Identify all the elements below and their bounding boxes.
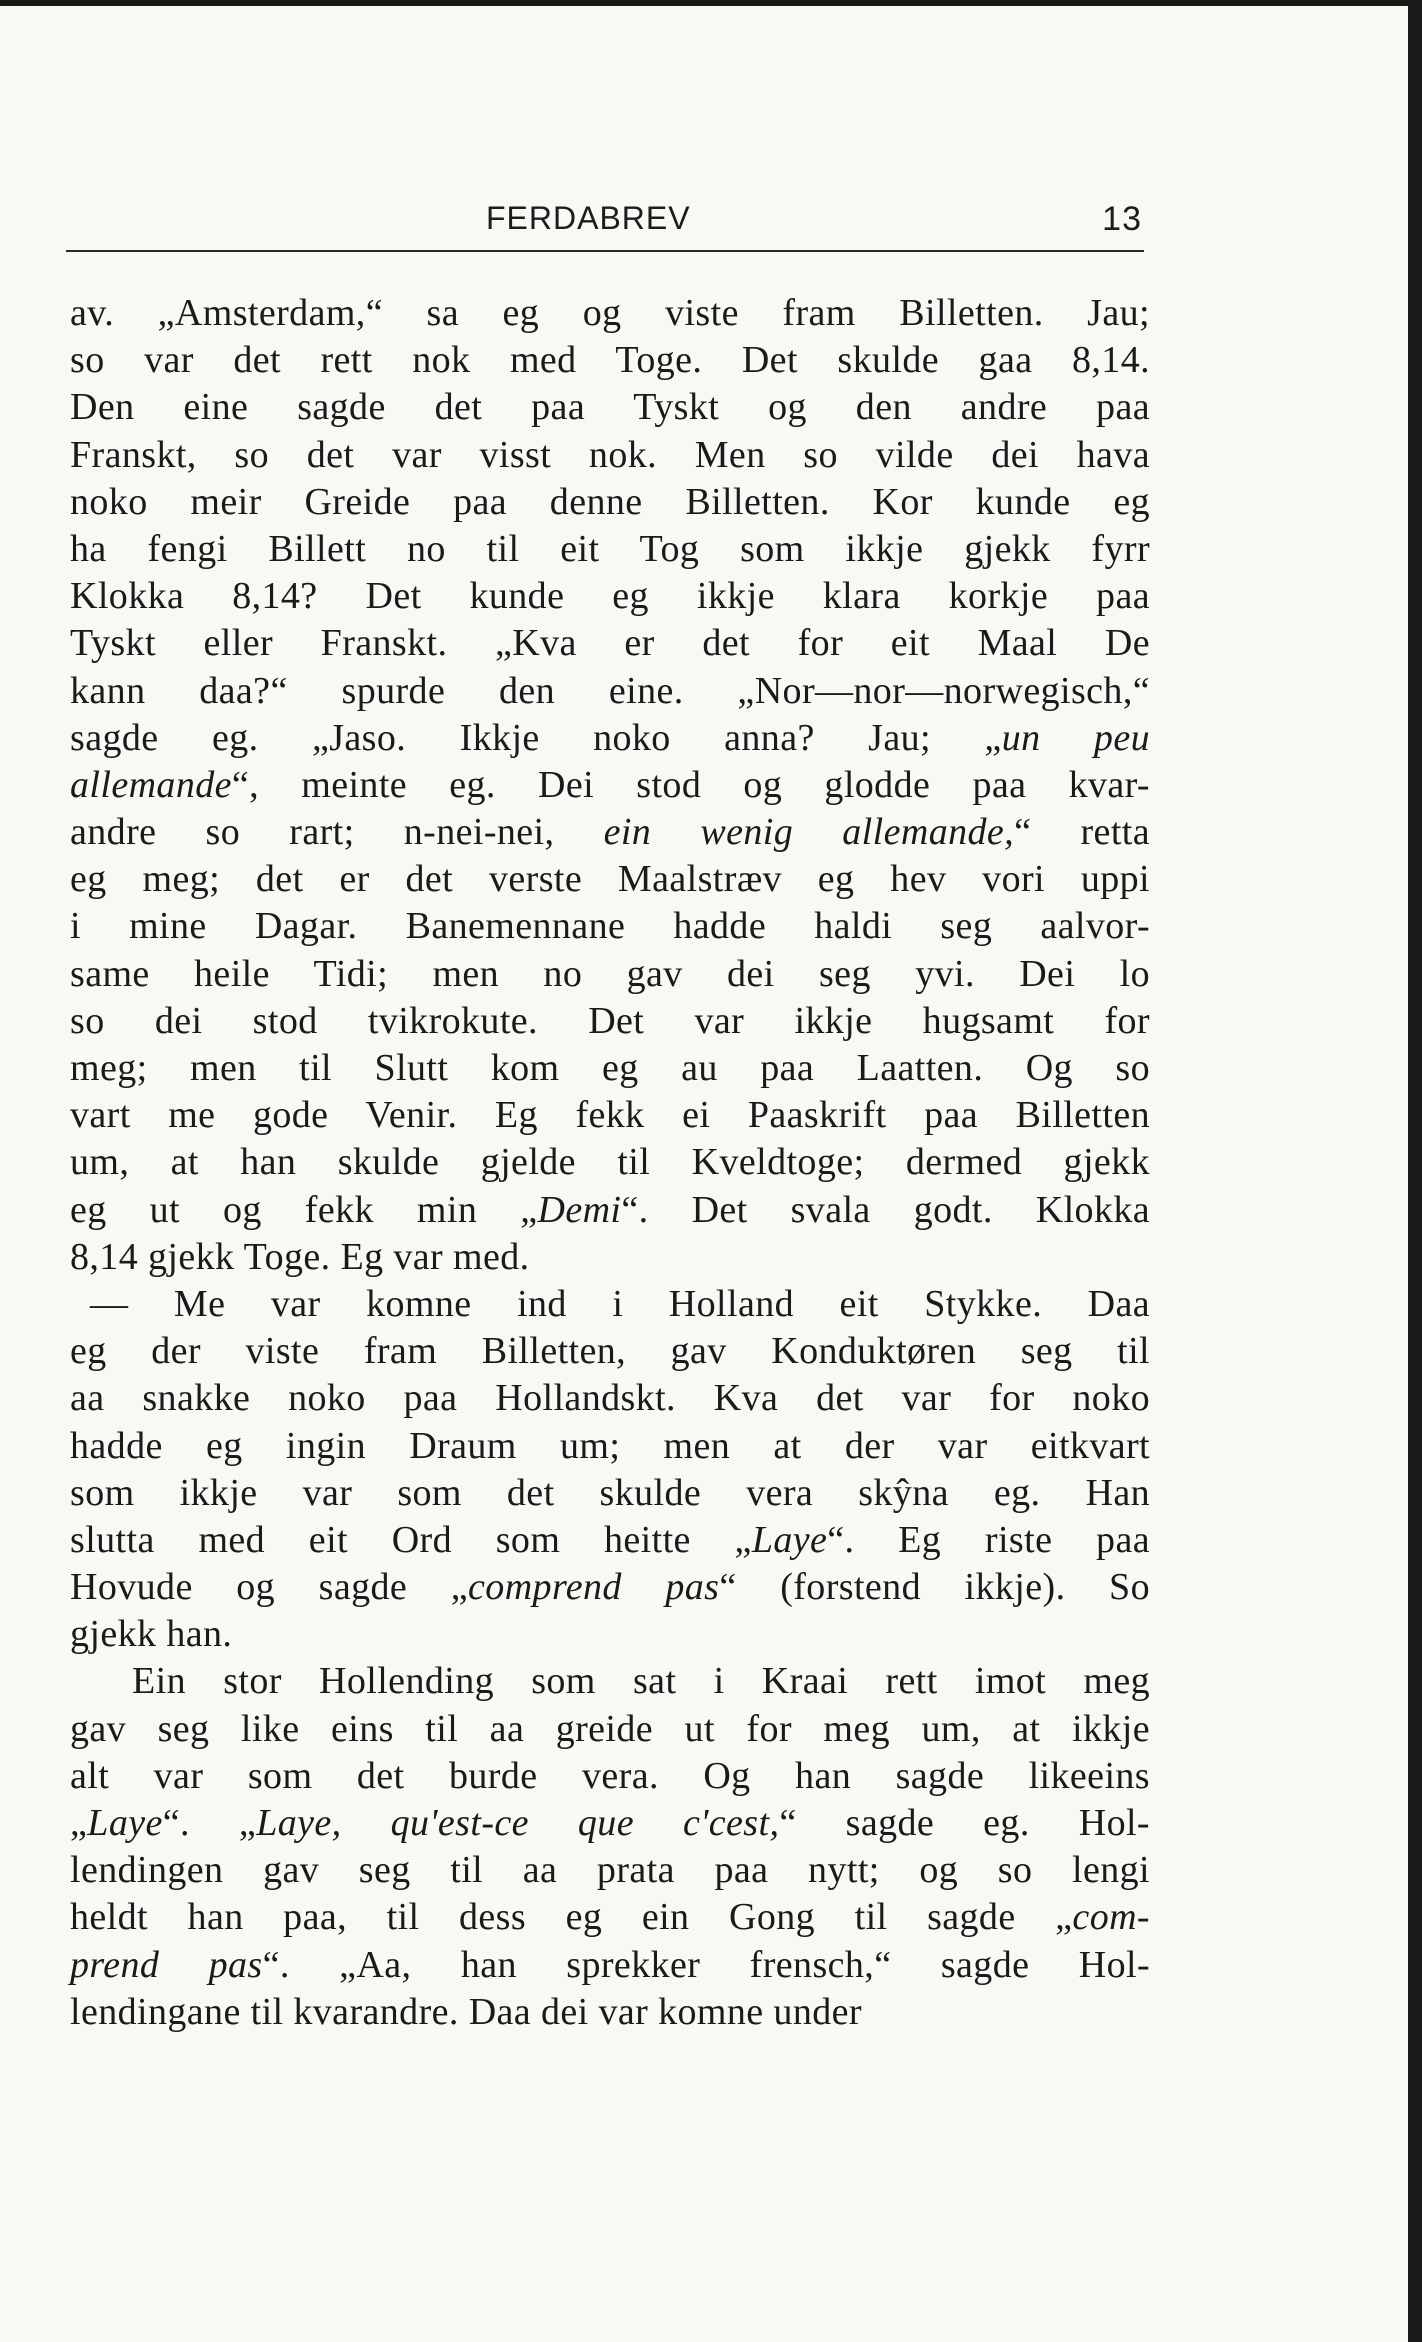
page-number: 13 [1102, 200, 1142, 238]
text-run: hadde eg ingin Draum um; men at der var eitkvart [70, 1424, 1150, 1467]
text-run: aa snakke noko paa Hollandskt. Kva det var for noko [70, 1377, 1150, 1420]
text-line [70, 1187, 1150, 1234]
text-run: i mine Dagar. Banemennane hadde haldi seg aalvor- [70, 905, 1150, 948]
text-run: um, at han skulde gjelde til Kveldtoge; dermed gjekk [70, 1141, 1150, 1184]
text-line [70, 1753, 1150, 1800]
italic-text: Laye [87, 1802, 163, 1844]
text-run: “. „ [162, 1802, 257, 1844]
text-run: sagde eg. „Jaso. Ikkje noko anna? Jau; „ [70, 716, 1002, 759]
text-run: so var det rett nok med Toge. Det skulde gaa 8,14. [70, 339, 1150, 382]
text-run: eg ut og fekk min „ [70, 1188, 538, 1231]
text-run: Tyskt eller Franskt. „Kva er det for eit Maal De [70, 622, 1150, 665]
italic-text: prend pas [70, 1943, 263, 1986]
italic-text: ein wenig allemande, [603, 811, 1015, 854]
text-run: “ (forstend ikkje). So [719, 1566, 1150, 1609]
text-line [70, 903, 1150, 950]
text-run: lendingane til kvarandre. Daa dei var komne under [70, 1990, 862, 2033]
text-line [70, 1139, 1150, 1186]
text-line [70, 1092, 1150, 1139]
text-run: so dei stod tvikrokute. Det var ikkje hugsamt for [70, 999, 1150, 1042]
text-line [70, 1423, 1150, 1470]
text-run: gjekk han. [70, 1613, 233, 1656]
italic-text: allemande [70, 763, 232, 806]
text-line [70, 479, 1150, 526]
text-line [70, 668, 1150, 715]
text-line [70, 1375, 1150, 1422]
book-page [0, 6, 1408, 2342]
italic-text: Laye [751, 1518, 828, 1561]
text-line [70, 1658, 1150, 1705]
text-run: gav seg like eins til aa greide ut for meg um, at ikkje [70, 1707, 1150, 1750]
text-line [70, 290, 1150, 337]
text-line [70, 1281, 1150, 1328]
text-line [70, 1847, 1150, 1894]
text-run: ha fengi Billett no til eit Tog som ikkje gjekk fyrr [70, 527, 1150, 570]
italic-text: Demi [537, 1188, 622, 1231]
text-line [70, 998, 1150, 1045]
text-line [70, 951, 1150, 998]
body-text [70, 290, 1150, 2036]
text-run: meg; men til Slutt kom eg au paa Laatten. Og so [70, 1047, 1150, 1089]
text-run: heldt han paa, til dess eg ein Gong til sagde „ [70, 1896, 1073, 1939]
text-run: “, meinte eg. Dei stod og glodde paa kvar- [231, 763, 1150, 806]
text-line [70, 715, 1150, 762]
text-line [70, 620, 1150, 667]
running-title: FERDABREV [486, 200, 691, 236]
text-line [70, 1942, 1150, 1989]
text-run: Klokka 8,14? Det kunde eg ikkje klara korkje paa [70, 575, 1150, 618]
text-run: alt var som det burde vera. Og han sagde likeeins [70, 1754, 1150, 1797]
text-line [70, 762, 1150, 809]
text-run: “. Det svala godt. Klokka [621, 1188, 1151, 1231]
text-line [70, 526, 1150, 573]
text-run: „ [70, 1802, 88, 1844]
text-line [70, 1706, 1150, 1753]
text-line [70, 1328, 1150, 1375]
text-run: kann daa?“ spurde den eine. „Nor—nor—norwegisch,“ [70, 669, 1150, 712]
text-run: lendingen gav seg til aa prata paa nytt; og so lengi [70, 1849, 1150, 1892]
text-run: “ retta [1014, 811, 1151, 854]
text-run: — Me var komne ind i Holland eit Stykke. Daa [90, 1282, 1150, 1325]
italic-text: un peu [1001, 716, 1150, 759]
text-run: “ sagde eg. Hol- [779, 1802, 1150, 1844]
italic-text: comprend pas [468, 1566, 720, 1609]
text-line [70, 1517, 1150, 1564]
text-run: av. „Amsterdam,“ sa eg og viste fram Billetten. Jau; [70, 292, 1150, 334]
text-line [70, 1564, 1150, 1611]
header-rule [66, 250, 1144, 252]
text-run: vart me gode Venir. Eg fekk ei Paaskrift paa Billetten [70, 1094, 1150, 1137]
text-run: same heile Tidi; men no gav dei seg yvi. Dei lo [70, 952, 1150, 995]
text-run: 8,14 gjekk Toge. Eg var med. [70, 1235, 530, 1278]
text-run: “. „Aa, han sprekker frensch,“ sagde Hol- [262, 1943, 1150, 1986]
text-line [70, 809, 1150, 856]
text-run: andre so rart; n-nei-nei, [70, 811, 604, 854]
text-line [70, 1470, 1150, 1517]
text-run: som ikkje var som det skulde vera skŷna eg. Han [70, 1471, 1150, 1514]
text-line [70, 432, 1150, 479]
scan-right-border [1408, 0, 1422, 2342]
text-line [70, 1234, 1150, 1281]
text-line [70, 1989, 1150, 2036]
text-line [70, 1045, 1150, 1092]
text-line [70, 337, 1150, 384]
text-run: slutta med eit Ord som heitte „ [70, 1518, 752, 1561]
text-run: eg der viste fram Billetten, gav Konduktøren seg til [70, 1330, 1150, 1373]
text-line [70, 856, 1150, 903]
text-line [70, 1894, 1150, 1941]
text-run: eg meg; det er det verste Maalstræv eg hev vori uppi [70, 858, 1150, 901]
text-run: “. Eg riste paa [827, 1518, 1150, 1561]
italic-text: Laye, qu'est-ce que c'cest, [256, 1802, 780, 1844]
text-run: Den eine sagde det paa Tyskt og den andre paa [70, 386, 1150, 429]
text-line [70, 573, 1150, 620]
text-line [70, 384, 1150, 431]
italic-text: com- [1072, 1896, 1150, 1939]
text-run: Franskt, so det var visst nok. Men so vilde dei hava [70, 433, 1150, 476]
text-run: Ein stor Hollending som sat i Kraai rett imot meg [132, 1660, 1150, 1703]
text-run: Hovude og sagde „ [70, 1566, 469, 1609]
page-header [66, 196, 1144, 252]
text-run: noko meir Greide paa denne Billetten. Kor kunde eg [70, 480, 1150, 523]
text-line [70, 1611, 1150, 1658]
text-line [70, 1800, 1150, 1847]
